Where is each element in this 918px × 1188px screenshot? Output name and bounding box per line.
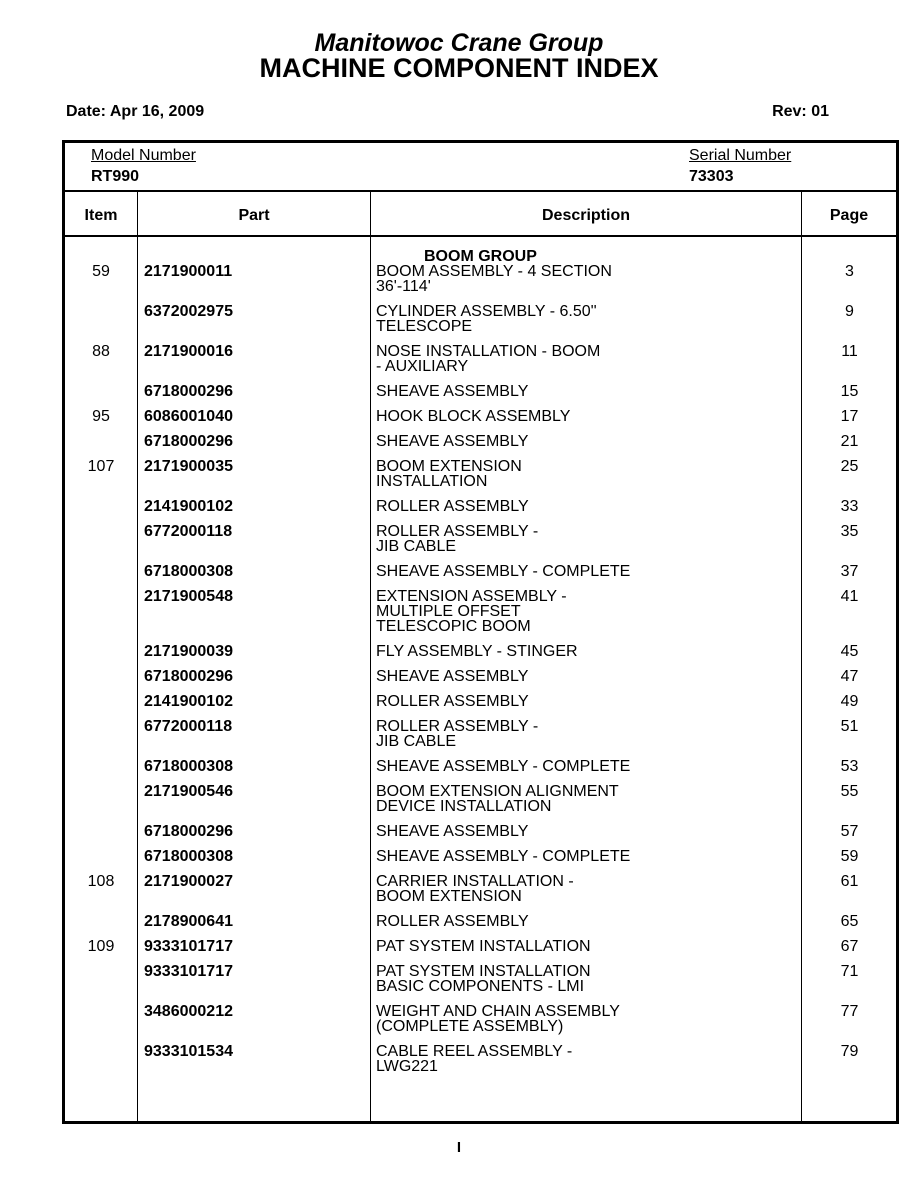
row-part-number: 6372002975 xyxy=(144,303,233,320)
row-page: 9 xyxy=(845,303,854,320)
row-description: SHEAVE ASSEMBLY xyxy=(376,668,529,685)
row-description: BOOM EXTENSION ALIGNMENT DEVICE INSTALLATION xyxy=(376,783,619,815)
row-description: SHEAVE ASSEMBLY xyxy=(376,433,529,450)
company-name: Manitowoc Crane Group xyxy=(314,29,604,57)
row-description: ROLLER ASSEMBLY - JIB CABLE xyxy=(376,523,539,555)
row-page: 41 xyxy=(840,588,859,605)
column-header-description: Description xyxy=(541,207,630,224)
row-description: WEIGHT AND CHAIN ASSEMBLY (COMPLETE ASSEMBLY) xyxy=(376,1003,620,1035)
row-part-number: 6718000296 xyxy=(144,668,233,685)
row-item: 109 xyxy=(87,938,115,955)
row-page: 25 xyxy=(840,458,859,475)
row-description: SHEAVE ASSEMBLY xyxy=(376,383,529,400)
row-part-number: 6718000308 xyxy=(144,563,233,580)
row-page: 65 xyxy=(840,913,859,930)
row-part-number: 2171900546 xyxy=(144,783,233,800)
row-page: 49 xyxy=(840,693,859,710)
row-description: SHEAVE ASSEMBLY - COMPLETE xyxy=(376,563,631,580)
row-description: ROLLER ASSEMBLY - JIB CABLE xyxy=(376,718,539,750)
row-page: 3 xyxy=(845,263,854,280)
row-description: SHEAVE ASSEMBLY - COMPLETE xyxy=(376,758,631,775)
column-header-part: Part xyxy=(238,207,270,224)
row-page: 51 xyxy=(840,718,859,735)
row-page: 57 xyxy=(840,823,859,840)
row-page: 71 xyxy=(840,963,859,980)
row-page: 67 xyxy=(840,938,859,955)
row-part-number: 6086001040 xyxy=(144,408,233,425)
row-item: 95 xyxy=(92,408,110,425)
row-part-number: 9333101534 xyxy=(144,1043,233,1060)
row-part-number: 2178900641 xyxy=(144,913,233,930)
row-description: EXTENSION ASSEMBLY - MULTIPLE OFFSET TELESCOPIC BOOM xyxy=(376,588,567,635)
row-page: 45 xyxy=(840,643,859,660)
row-page: 35 xyxy=(840,523,859,540)
row-part-number: 2171900011 xyxy=(144,263,233,280)
table-body xyxy=(65,143,896,1121)
row-part-number: 6718000296 xyxy=(144,433,233,450)
row-description: CYLINDER ASSEMBLY - 6.50'' TELESCOPE xyxy=(376,303,597,335)
row-part-number: 6772000118 xyxy=(144,718,233,735)
column-header-item: Item xyxy=(84,207,118,224)
row-description: PAT SYSTEM INSTALLATION BASIC COMPONENTS - LMI xyxy=(376,963,591,995)
document-title: MACHINE COMPONENT INDEX xyxy=(259,53,659,83)
row-page: 79 xyxy=(840,1043,859,1060)
row-part-number: 6718000296 xyxy=(144,383,233,400)
row-item: 107 xyxy=(87,458,115,475)
revision-label: Rev: 01 xyxy=(772,103,829,120)
row-part-number: 9333101717 xyxy=(144,963,233,980)
serial-number-label: Serial Number xyxy=(689,147,792,164)
row-part-number: 2171900035 xyxy=(144,458,233,475)
row-part-number: 2171900027 xyxy=(144,873,233,890)
row-description: PAT SYSTEM INSTALLATION xyxy=(376,938,591,955)
row-page: 53 xyxy=(840,758,859,775)
row-page: 37 xyxy=(840,563,859,580)
group-title: BOOM GROUP xyxy=(424,248,537,265)
model-number-value: RT990 xyxy=(91,168,140,185)
column-header-page: Page xyxy=(829,207,869,224)
row-item: 88 xyxy=(92,343,110,360)
row-description: ROLLER ASSEMBLY xyxy=(376,693,529,710)
row-page: 11 xyxy=(841,343,858,360)
page-number: I xyxy=(456,1139,462,1156)
row-description: BOOM EXTENSION INSTALLATION xyxy=(376,458,522,490)
serial-number-value: 73303 xyxy=(689,168,734,185)
row-part-number: 6772000118 xyxy=(144,523,233,540)
row-description: HOOK BLOCK ASSEMBLY xyxy=(376,408,571,425)
row-description: FLY ASSEMBLY - STINGER xyxy=(376,643,578,660)
row-page: 21 xyxy=(840,433,859,450)
row-item: 108 xyxy=(87,873,115,890)
row-page: 15 xyxy=(840,383,859,400)
model-number-label: Model Number xyxy=(91,147,196,164)
row-description: SHEAVE ASSEMBLY xyxy=(376,823,529,840)
row-part-number: 6718000308 xyxy=(144,848,233,865)
row-part-number: 2141900102 xyxy=(144,693,233,710)
date-label: Date: Apr 16, 2009 xyxy=(66,103,205,120)
row-description: BOOM ASSEMBLY - 4 SECTION 36'-114' xyxy=(376,263,612,295)
row-description: ROLLER ASSEMBLY xyxy=(376,913,529,930)
row-part-number: 2171900039 xyxy=(144,643,233,660)
row-part-number: 3486000212 xyxy=(144,1003,233,1020)
row-part-number: 6718000308 xyxy=(144,758,233,775)
row-page: 77 xyxy=(840,1003,859,1020)
row-part-number: 2171900548 xyxy=(144,588,233,605)
row-description: CARRIER INSTALLATION - BOOM EXTENSION xyxy=(376,873,574,905)
row-part-number: 2141900102 xyxy=(144,498,233,515)
row-part-number: 9333101717 xyxy=(144,938,233,955)
row-description: ROLLER ASSEMBLY xyxy=(376,498,529,515)
row-page: 47 xyxy=(840,668,859,685)
row-part-number: 6718000296 xyxy=(144,823,233,840)
row-page: 55 xyxy=(840,783,859,800)
row-part-number: 2171900016 xyxy=(144,343,233,360)
row-page: 59 xyxy=(840,848,859,865)
row-page: 17 xyxy=(840,408,859,425)
row-item: 59 xyxy=(92,263,110,280)
row-page: 61 xyxy=(840,873,859,890)
row-description: NOSE INSTALLATION - BOOM - AUXILIARY xyxy=(376,343,601,375)
row-description: SHEAVE ASSEMBLY - COMPLETE xyxy=(376,848,631,865)
component-index-table xyxy=(62,140,899,1124)
row-page: 33 xyxy=(840,498,859,515)
row-description: CABLE REEL ASSEMBLY - LWG221 xyxy=(376,1043,573,1075)
